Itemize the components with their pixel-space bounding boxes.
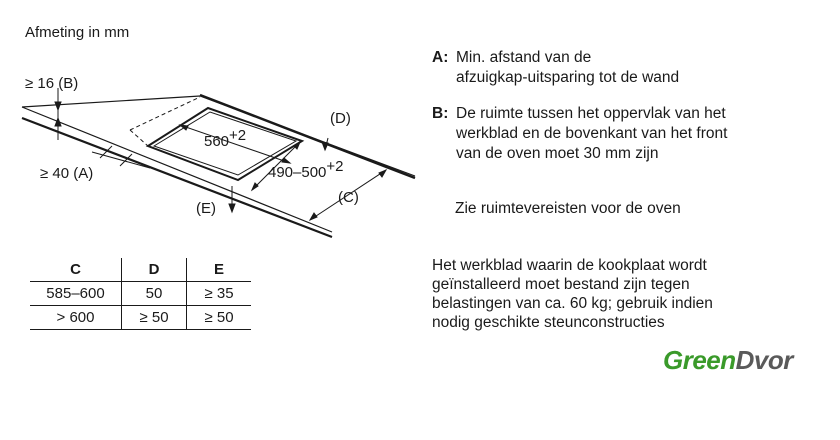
note-b-line2: werkblad en de bovenkant van het front <box>456 125 728 142</box>
label-c: (C) <box>338 189 359 206</box>
table-cell: 50 <box>122 282 187 306</box>
note-see-oven: Zie ruimtevereisten voor de oven <box>455 200 681 217</box>
note-worktop-line2: geïnstalleerd moet bestand zijn tegen <box>432 276 690 293</box>
table-row <box>30 306 251 330</box>
label-e: (E) <box>196 200 216 217</box>
note-a <box>432 48 679 88</box>
note-worktop-line4: nodig geschikte steunconstructies <box>432 314 665 331</box>
note-a-key: A: <box>432 49 449 66</box>
label-a: ≥ 40 (A) <box>40 165 94 182</box>
logo-part-dvor: Dvor <box>735 345 793 375</box>
dim-depth-value: 490–500 <box>268 164 327 181</box>
table-cell: ≥ 50 <box>122 306 187 330</box>
label-d: (D) <box>330 110 351 127</box>
table-cell: ≥ 35 <box>187 282 252 306</box>
note-b-line3: van de oven moet 30 mm zijn <box>456 145 659 162</box>
table-cell: ≥ 50 <box>187 306 252 330</box>
dim-depth-label <box>268 158 344 181</box>
note-b <box>432 104 727 164</box>
dim-width-sup: +2 <box>229 127 247 144</box>
note-a-line1: Min. afstand van de <box>456 49 592 66</box>
note-b-line1: De ruimte tussen het oppervlak van het <box>456 105 726 122</box>
table-header-d: D <box>122 258 187 282</box>
note-worktop-line1: Het werkblad waarin de kookplaat wordt <box>432 257 707 274</box>
d-dimension <box>322 138 328 150</box>
extraction-dashed-line <box>130 97 200 146</box>
dim-depth-sup: +2 <box>326 158 344 175</box>
note-b-key: B: <box>432 105 449 122</box>
note-a-line2: afzuigkap-uitsparing tot de wand <box>456 69 680 86</box>
note-worktop-line3: belastingen van ca. 60 kg; gebruik indien <box>432 295 713 312</box>
logo-part-green: Green <box>663 345 736 375</box>
dim-width-value: 560 <box>204 133 230 150</box>
note-worktop <box>432 256 812 332</box>
table-header-e: E <box>187 258 252 282</box>
brand-logo <box>663 345 793 376</box>
table-header-row <box>30 258 251 282</box>
label-b: ≥ 16 (B) <box>25 75 79 92</box>
table-cell: > 600 <box>30 306 122 330</box>
table-header-c: C <box>30 258 122 282</box>
dimension-table <box>30 258 251 330</box>
table-cell: 585–600 <box>30 282 122 306</box>
page-title: Afmeting in mm <box>25 24 130 41</box>
table-row <box>30 282 251 306</box>
dim-width-label <box>204 127 246 150</box>
